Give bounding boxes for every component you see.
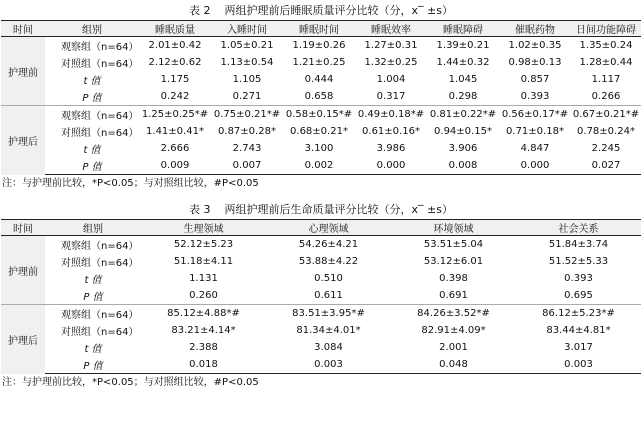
group-cell: t 值 [83, 145, 101, 156]
value-cell: 1.41±0.41* [146, 126, 204, 137]
value-cell: 0.002 [283, 157, 355, 175]
value-cell: 1.02±0.35 [508, 40, 562, 51]
table-row [1, 287, 641, 305]
value-cell: 1.39±0.21 [436, 40, 490, 51]
time-cell: 护理后 [1, 305, 45, 374]
value-cell: 0.242 [160, 91, 190, 102]
value-cell: 0.61±0.16* [362, 126, 420, 137]
value-cell: 53.88±4.22 [298, 256, 359, 267]
value-cell: 0.027 [571, 157, 641, 175]
value-cell: 0.317 [376, 91, 406, 102]
value-cell: 3.084 [314, 342, 343, 353]
value-cell: 0.007 [211, 157, 283, 175]
table-2-number: 表 2 [189, 4, 211, 17]
value-cell: 54.26±4.21 [298, 239, 359, 250]
group-cell: t 值 [83, 76, 101, 87]
column-header: 组别 [45, 220, 141, 236]
value-cell: 86.12±5.23*# [516, 305, 641, 323]
value-cell: 0.49±0.18*# [355, 106, 427, 124]
value-cell: 51.18±4.11 [173, 256, 234, 267]
table-3-number: 表 3 [189, 203, 211, 216]
value-cell: 0.695 [564, 290, 593, 301]
column-header: 睡眠障碍 [427, 21, 499, 37]
value-cell: 1.131 [189, 273, 218, 284]
value-cell: 83.51±3.95*# [266, 305, 391, 323]
value-cell: 0.78±0.24* [577, 126, 635, 137]
value-cell: 0.691 [439, 290, 468, 301]
table-row [1, 123, 641, 140]
value-cell: 1.44±0.32 [436, 57, 490, 68]
table-2-title-text: 两组护理前后睡眠质量评分比较（分，x‾ ±s） [224, 4, 453, 17]
value-cell: 1.28±0.44 [579, 57, 633, 68]
value-cell: 2.388 [189, 342, 218, 353]
value-cell: 3.100 [304, 143, 334, 154]
value-cell: 82.91±4.09* [421, 325, 486, 336]
group-cell: t 值 [84, 275, 102, 286]
column-header: 睡眠质量 [139, 21, 211, 37]
group-cell: 观察组（n=64） [61, 42, 139, 53]
value-cell: 53.51±5.04 [423, 239, 484, 250]
value-cell: 1.117 [591, 74, 621, 85]
value-cell: 0.000 [499, 157, 571, 175]
group-cell: P 值 [45, 356, 141, 374]
value-cell: 0.444 [304, 74, 334, 85]
group-cell: 对照组（n=64） [61, 128, 139, 139]
value-cell: 0.398 [439, 273, 468, 284]
column-header: 生理领域 [141, 220, 266, 236]
column-header: 睡眠效率 [355, 21, 427, 37]
table-2 [1, 20, 641, 175]
value-cell: 51.52±5.33 [548, 256, 609, 267]
group-cell: 对照组（n=64） [61, 258, 139, 269]
value-cell: 3.017 [564, 342, 593, 353]
value-cell: 0.94±0.15* [434, 126, 492, 137]
value-cell: 0.048 [391, 356, 516, 374]
value-cell: 1.25±0.25*# [139, 106, 211, 124]
value-cell: 0.68±0.21* [290, 126, 348, 137]
value-cell: 0.260 [189, 290, 218, 301]
value-cell: 1.35±0.24 [579, 40, 633, 51]
value-cell: 1.27±0.31 [364, 40, 418, 51]
value-cell: 0.658 [304, 91, 334, 102]
group-cell: 对照组（n=64） [61, 327, 139, 338]
group-cell: P 值 [83, 292, 103, 303]
value-cell: 2.001 [439, 342, 468, 353]
column-header: 时间 [1, 21, 45, 37]
time-cell: 护理前 [1, 236, 45, 305]
table-row [1, 106, 641, 124]
value-cell: 0.271 [232, 91, 262, 102]
value-cell: 3.986 [376, 143, 406, 154]
table-3-block [0, 199, 642, 392]
table-row [1, 157, 641, 175]
value-cell: 1.004 [376, 74, 406, 85]
value-cell: 0.003 [266, 356, 391, 374]
time-cell: 护理后 [1, 106, 45, 175]
value-cell: 2.245 [591, 143, 621, 154]
value-cell: 0.393 [520, 91, 550, 102]
table-row [1, 253, 641, 270]
value-cell: 3.906 [448, 143, 478, 154]
value-cell: 1.105 [232, 74, 262, 85]
table-2-title [0, 0, 642, 20]
table-3-title [0, 199, 642, 219]
table-row [1, 71, 641, 88]
value-cell: 1.13±0.54 [220, 57, 274, 68]
value-cell: 2.666 [160, 143, 190, 154]
value-cell: 0.67±0.21*# [571, 106, 641, 124]
column-header: 社会关系 [516, 220, 641, 236]
table-3-title-text: 两组护理前后生命质量评分比较（分，x‾ ±s） [224, 203, 453, 216]
value-cell: 0.81±0.22*# [427, 106, 499, 124]
value-cell: 0.393 [564, 273, 593, 284]
value-cell: 1.05±0.21 [220, 40, 274, 51]
table-row [1, 339, 641, 356]
time-cell: 护理前 [1, 37, 45, 106]
table-2-block [0, 0, 642, 193]
value-cell: 2.12±0.62 [148, 57, 202, 68]
value-cell: 0.98±0.13 [508, 57, 562, 68]
value-cell: 51.84±3.74 [548, 239, 609, 250]
value-cell: 4.847 [520, 143, 550, 154]
column-header: 时间 [1, 220, 45, 236]
value-cell: 0.857 [520, 74, 550, 85]
value-cell: 83.21±4.14* [171, 325, 236, 336]
value-cell: 1.32±0.25 [364, 57, 418, 68]
value-cell: 1.175 [160, 74, 190, 85]
value-cell: 0.266 [591, 91, 621, 102]
value-cell: 84.26±3.52*# [391, 305, 516, 323]
column-header: 睡眠时间 [283, 21, 355, 37]
group-cell: P 值 [82, 93, 102, 104]
group-cell: 观察组（n=64） [61, 241, 139, 252]
table-row [1, 88, 641, 106]
table-row [1, 37, 641, 55]
column-header: 环境领域 [391, 220, 516, 236]
value-cell: 0.611 [314, 290, 343, 301]
value-cell: 0.018 [141, 356, 266, 374]
table-2-note: 注：与护理前比较，*P<0.05；与对照组比较，#P<0.05 [2, 178, 259, 189]
table-3-note: 注：与护理前比较，*P<0.05；与对照组比较，#P<0.05 [2, 377, 259, 388]
value-cell: 1.21±0.25 [292, 57, 346, 68]
value-cell: 0.008 [427, 157, 499, 175]
table-2-body [1, 37, 641, 175]
group-cell: 观察组（n=64） [45, 305, 141, 323]
value-cell: 0.510 [314, 273, 343, 284]
table-row [1, 356, 641, 374]
value-cell: 81.34±4.01* [296, 325, 361, 336]
group-cell: 观察组（n=64） [45, 106, 139, 124]
value-cell: 52.12±5.23 [173, 239, 234, 250]
value-cell: 0.71±0.18* [506, 126, 564, 137]
column-header: 入睡时间 [211, 21, 283, 37]
table-3-header-row [1, 220, 641, 236]
table-row [1, 236, 641, 254]
table-3 [1, 219, 641, 374]
table-row [1, 140, 641, 157]
value-cell: 0.56±0.17*# [499, 106, 571, 124]
table-row [1, 305, 641, 323]
table-row [1, 54, 641, 71]
value-cell: 1.045 [448, 74, 478, 85]
column-header: 催眠药物 [499, 21, 571, 37]
value-cell: 0.75±0.21*# [211, 106, 283, 124]
value-cell: 0.009 [139, 157, 211, 175]
group-cell: P 值 [45, 157, 139, 175]
value-cell: 0.003 [516, 356, 641, 374]
value-cell: 85.12±4.88*# [141, 305, 266, 323]
value-cell: 0.298 [448, 91, 478, 102]
value-cell: 53.12±6.01 [423, 256, 484, 267]
table-3-body [1, 236, 641, 374]
value-cell: 0.000 [355, 157, 427, 175]
value-cell: 0.58±0.15*# [283, 106, 355, 124]
value-cell: 1.19±0.26 [292, 40, 346, 51]
value-cell: 2.01±0.42 [148, 40, 202, 51]
column-header: 心理领域 [266, 220, 391, 236]
table-row [1, 270, 641, 287]
table-row [1, 322, 641, 339]
table-2-header-row [1, 21, 641, 37]
value-cell: 2.743 [232, 143, 262, 154]
column-header: 组别 [45, 21, 139, 37]
value-cell: 0.87±0.28* [218, 126, 276, 137]
column-header: 日间功能障碍 [571, 21, 641, 37]
group-cell: t 值 [84, 344, 102, 355]
group-cell: 对照组（n=64） [61, 59, 139, 70]
value-cell: 83.44±4.81* [546, 325, 611, 336]
